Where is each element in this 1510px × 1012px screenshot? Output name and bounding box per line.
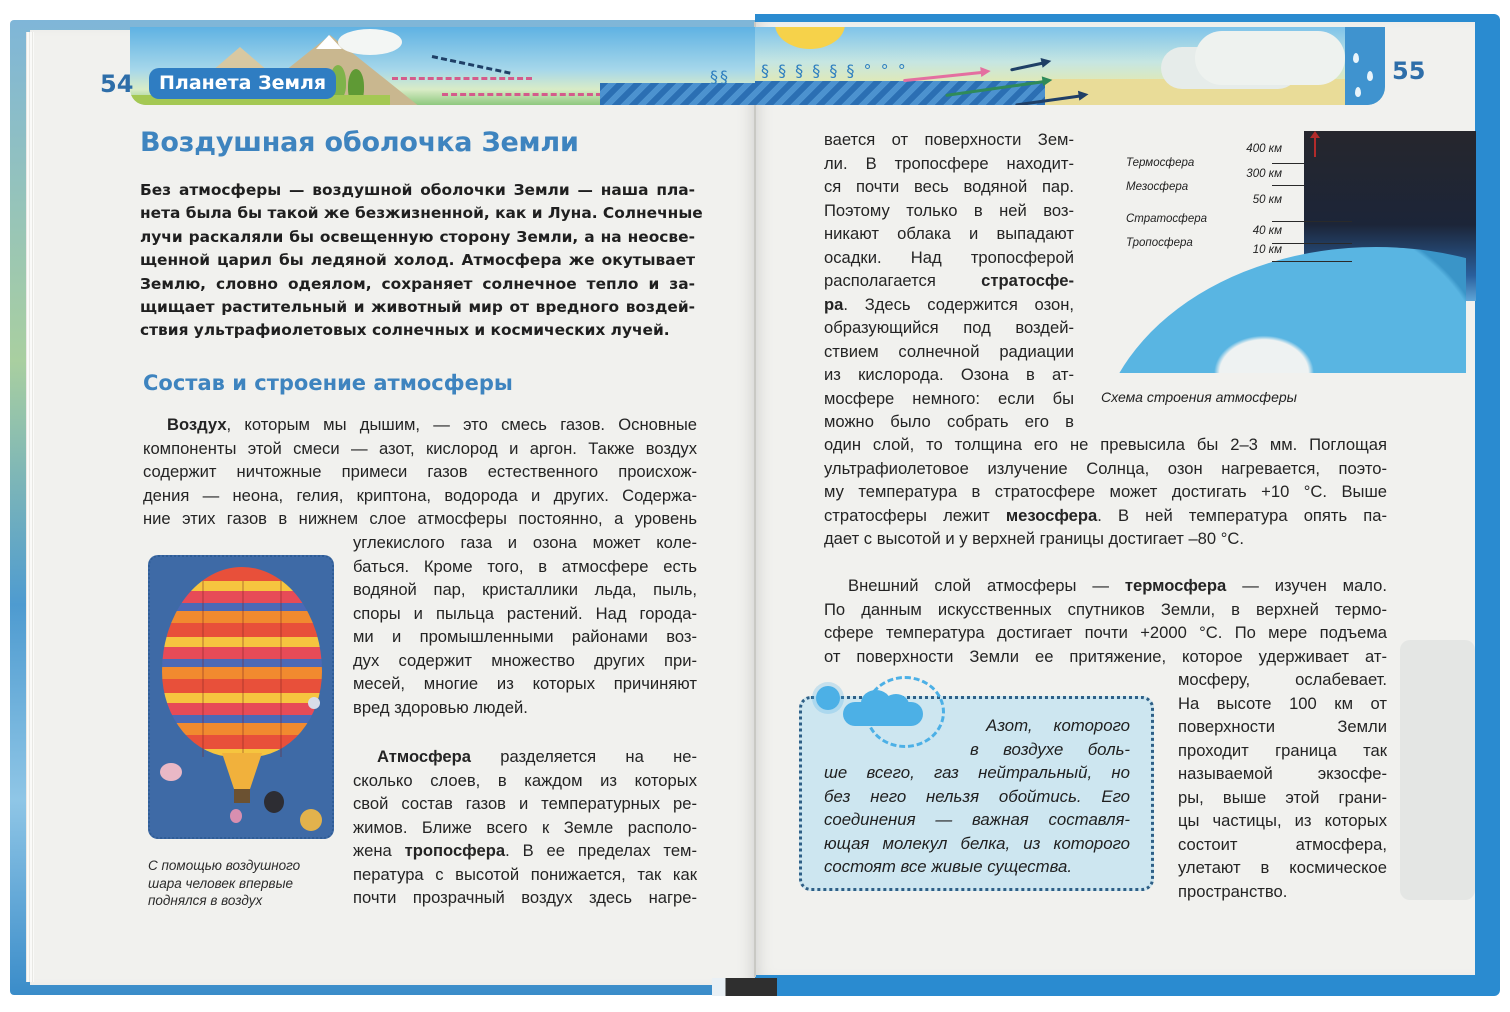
layer-boundary	[1272, 261, 1352, 262]
caption-line: поднялся в воздух	[148, 893, 263, 908]
page-number-left: 54	[100, 70, 134, 98]
altitude-label: 400 км	[1246, 143, 1282, 155]
balloon-photo	[148, 555, 334, 839]
text-line: мосфере немного: если бы	[824, 388, 1074, 408]
text-line: проходит граница так	[1178, 740, 1387, 760]
text-span: располагается	[824, 271, 982, 290]
cloud-icon	[1195, 31, 1345, 85]
text-line: нета была бы такой же безжизненной, как и Луна. Солнечные	[140, 204, 703, 223]
term-bold: мезосфера	[1005, 505, 1098, 525]
term-bold: термосфера	[1124, 576, 1227, 595]
term-bold: тропосфера	[404, 841, 506, 860]
text-line: лучи раскаляли бы освещенную сторону Земли, а на неосве-	[140, 227, 695, 246]
text-line: в воздухе боль-	[970, 739, 1130, 759]
text-line: водяной пар, кристаллики льда, пыль,	[353, 580, 697, 599]
text-span: Внешний слой атмосферы —	[848, 576, 1125, 595]
altitude-label: 40 км	[1252, 225, 1282, 237]
text-span: . Здесь содержится озон,	[843, 294, 1074, 314]
text-line: споры и пыльца растений. Над города-	[353, 603, 697, 623]
small-balloon-icon	[230, 809, 242, 823]
text-line: свой состав газов и температурных ре-	[353, 794, 697, 813]
wind-arrow-icon	[442, 93, 602, 96]
earth-globe-icon	[1106, 247, 1476, 373]
text-line: осадки. Над тропосферой	[824, 247, 1074, 267]
atmosphere-diagram	[1106, 131, 1476, 373]
layer-label: Термосфера	[1126, 157, 1195, 169]
text-line: состоят все живые существа.	[824, 857, 1073, 876]
text-line: из кислорода. Озона в ат-	[824, 365, 1074, 384]
text-line: ры, выше этой грани-	[1178, 787, 1387, 807]
text-line: Азот, которого	[986, 716, 1130, 735]
text-span: — изучен мало.	[1226, 576, 1388, 595]
header-illustration-right	[755, 27, 1385, 105]
term-bold: Атмосфера	[377, 747, 471, 766]
show-through-text	[1400, 640, 1475, 900]
text-line: цы частицы, из которых	[1178, 811, 1387, 830]
text-line: содержит ничтожные примеси газов естественного происхож-	[143, 462, 697, 481]
term-bold: ра	[824, 294, 844, 314]
text-line: пература с высотой понижается, так как	[353, 864, 697, 884]
paragraph-atmosphere	[353, 745, 697, 910]
wind-arrow-icon	[432, 55, 511, 75]
raindrop-icon	[1367, 71, 1373, 81]
raindrop-icon	[1355, 87, 1361, 97]
balloon-seam	[242, 581, 244, 757]
text-line: ствием солнечной радиации	[824, 341, 1074, 361]
layer-label: Мезосфера	[1126, 181, 1189, 193]
text-line: щищает растительный и животный мир от вредного воздей-	[140, 298, 695, 317]
text-line: без него нельзя обойтись. Его	[824, 786, 1130, 806]
small-balloon-icon	[160, 763, 182, 781]
book-spine	[754, 22, 756, 977]
text-line: поверхности Земли	[1178, 717, 1387, 736]
text-line: вается от поверхности Зем-	[824, 130, 1074, 149]
text-line: дает с высотой и у верхней границы достигает –80 °C.	[824, 529, 1244, 548]
vapor-icon: § § § § § § ° ° °	[761, 61, 908, 80]
text-span: . В ее пределах тем-	[505, 841, 697, 860]
text-line: углекислого газа и озона может коле-	[353, 533, 697, 552]
text-line: По данным искусственных спутников Земли, в верхней термо-	[824, 599, 1387, 619]
vapor-icon: §§	[710, 67, 730, 86]
fact-box-text	[824, 714, 1130, 879]
page-edges	[26, 32, 34, 982]
text-line	[824, 293, 1074, 317]
text-line: образующийся под воздей-	[824, 318, 1074, 337]
spine-binding	[712, 978, 802, 996]
text-span: . В ней температура опять па-	[1097, 505, 1387, 525]
balloon-seam	[202, 581, 204, 757]
sun-icon	[816, 686, 840, 710]
small-balloon-icon	[300, 809, 322, 831]
small-balloon-icon	[264, 791, 284, 813]
wind-arrow-icon	[392, 77, 532, 80]
text-line: дения — неона, гелия, криптона, водорода и других. Содержа-	[143, 485, 697, 505]
text-span: , которым мы дышим, — это смесь газов. Основные	[226, 415, 697, 434]
arrow-up-icon	[1314, 135, 1316, 157]
layer-boundary	[1272, 221, 1352, 222]
text-line: пространство.	[1178, 881, 1288, 901]
text-line: Поэтому только в ней воз-	[824, 200, 1074, 220]
page-number-right: 55	[1392, 57, 1426, 85]
diagram-caption: Схема строения атмосферы	[1101, 389, 1297, 405]
rain-panel	[1345, 27, 1385, 105]
text-line: дух содержит множество других при-	[353, 650, 697, 670]
raindrop-icon	[1353, 53, 1359, 63]
paragraph-troposphere-continued	[824, 128, 1074, 434]
text-line	[353, 839, 697, 863]
text-line: ющая молекул белка, из которого	[824, 833, 1130, 853]
balloon-seam	[280, 581, 282, 757]
text-line: ше всего, газ нейтральный, но	[824, 763, 1130, 782]
text-line: На высоте 100 км от	[1178, 693, 1387, 713]
text-line: улетают в космическое	[1178, 858, 1387, 877]
text-line	[353, 745, 697, 769]
balloon-basket-icon	[234, 789, 250, 803]
page-title: Воздушная оболочка Земли	[140, 127, 579, 158]
text-line: соединения — важная составля-	[824, 810, 1130, 829]
paragraph-air-continued	[353, 531, 697, 719]
text-line: сфере температура достигает почти +2000 °C. По мере подъема	[824, 623, 1387, 642]
text-line: ние этих газов в нижнем слое атмосферы постоянно, а уровень	[143, 509, 697, 528]
caption-line: С помощью воздушного	[148, 858, 301, 873]
text-span: жена	[353, 841, 405, 860]
text-line: компоненты этой смеси — азот, кислород и аргон. Также воздух	[143, 438, 697, 458]
text-line: жимов. Ближе всего к Земле располо-	[353, 817, 697, 837]
text-line: можно было собрать его в	[824, 412, 1074, 431]
text-span: разделяется на не-	[471, 747, 697, 766]
paragraph-stratosphere	[824, 433, 1387, 551]
text-line: вред здоровью людей.	[353, 697, 528, 717]
balloon-skirt	[222, 753, 262, 789]
text-line: мосферу, ослабевает.	[1178, 670, 1387, 689]
layer-label: Тропосфера	[1126, 237, 1193, 249]
photo-caption	[148, 857, 338, 910]
text-line: щенной царил бы ледяной холод. Атмосфера же окутывает	[140, 251, 695, 270]
text-line: Землю, словно одеялом, сохраняет солнечное тепло и за-	[140, 274, 695, 293]
text-line: ся почти весь водяной пар.	[824, 177, 1074, 196]
text-line: сколько слоев, в каждом из которых	[353, 770, 697, 790]
altitude-label: 50 км	[1252, 194, 1282, 206]
text-line: никают облака и выпадают	[824, 224, 1074, 243]
text-line: месей, многие из которых причиняют	[353, 674, 697, 693]
text-line	[824, 574, 1387, 598]
text-line: ми и промышленными районами воз-	[353, 627, 697, 646]
paragraph-exosphere	[1178, 668, 1387, 903]
sun-icon	[775, 27, 845, 49]
text-line: от поверхности Земли ее притяжение, которое удерживает ат-	[824, 646, 1387, 666]
layer-boundary	[1272, 185, 1304, 186]
wind-arrow-icon	[1010, 61, 1044, 71]
small-balloon-icon	[308, 697, 320, 709]
section-label: Планета Земля	[149, 68, 336, 99]
altitude-label: 10 км	[1252, 244, 1282, 256]
caption-line: шара человек впервые	[148, 875, 294, 891]
text-line: состоит атмосфера,	[1178, 834, 1387, 854]
layer-boundary	[1272, 163, 1304, 164]
text-line: называемой экзосфе-	[1178, 764, 1387, 783]
term-bold: стратосфе-	[981, 271, 1074, 290]
text-line	[824, 504, 1387, 528]
text-line: один слой, то толщина его не превысила бы 2–3 мм. Поглощая	[824, 435, 1387, 454]
paragraph-air	[143, 413, 697, 531]
cloud-icon	[338, 29, 402, 55]
text-line: баться. Кроме того, в атмосфере есть	[353, 556, 697, 576]
text-line: Без атмосферы — воздушной оболочки Земли — наша пла-	[140, 181, 695, 199]
text-line: ствия ультрафиолетовых солнечных и космических лучей.	[140, 321, 670, 340]
paragraph-thermosphere	[824, 574, 1387, 668]
layer-boundary	[1272, 243, 1352, 244]
lead-paragraph	[140, 179, 703, 343]
text-line: почти прозрачный воздух здесь нагре-	[353, 888, 697, 907]
text-line	[824, 269, 1074, 293]
text-line: ли. В тропосфере находит-	[824, 153, 1074, 173]
sea-waves	[755, 81, 1045, 105]
altitude-label: 300 км	[1246, 168, 1282, 180]
layer-label: Стратосфера	[1126, 213, 1208, 225]
text-span: стратосферы лежит	[824, 505, 1006, 525]
sea-waves	[600, 83, 755, 105]
term-bold: Воздух	[167, 415, 227, 434]
text-line	[143, 413, 697, 437]
section-subtitle: Состав и строение атмосферы	[143, 371, 513, 395]
hot-air-balloon-icon	[162, 567, 322, 757]
text-line: му температура в стратосфере может достигать +10 °C. Выше	[824, 482, 1387, 501]
text-line: ультрафиолетовое излучение Солнца, озон нагревается, поэто-	[824, 458, 1387, 478]
